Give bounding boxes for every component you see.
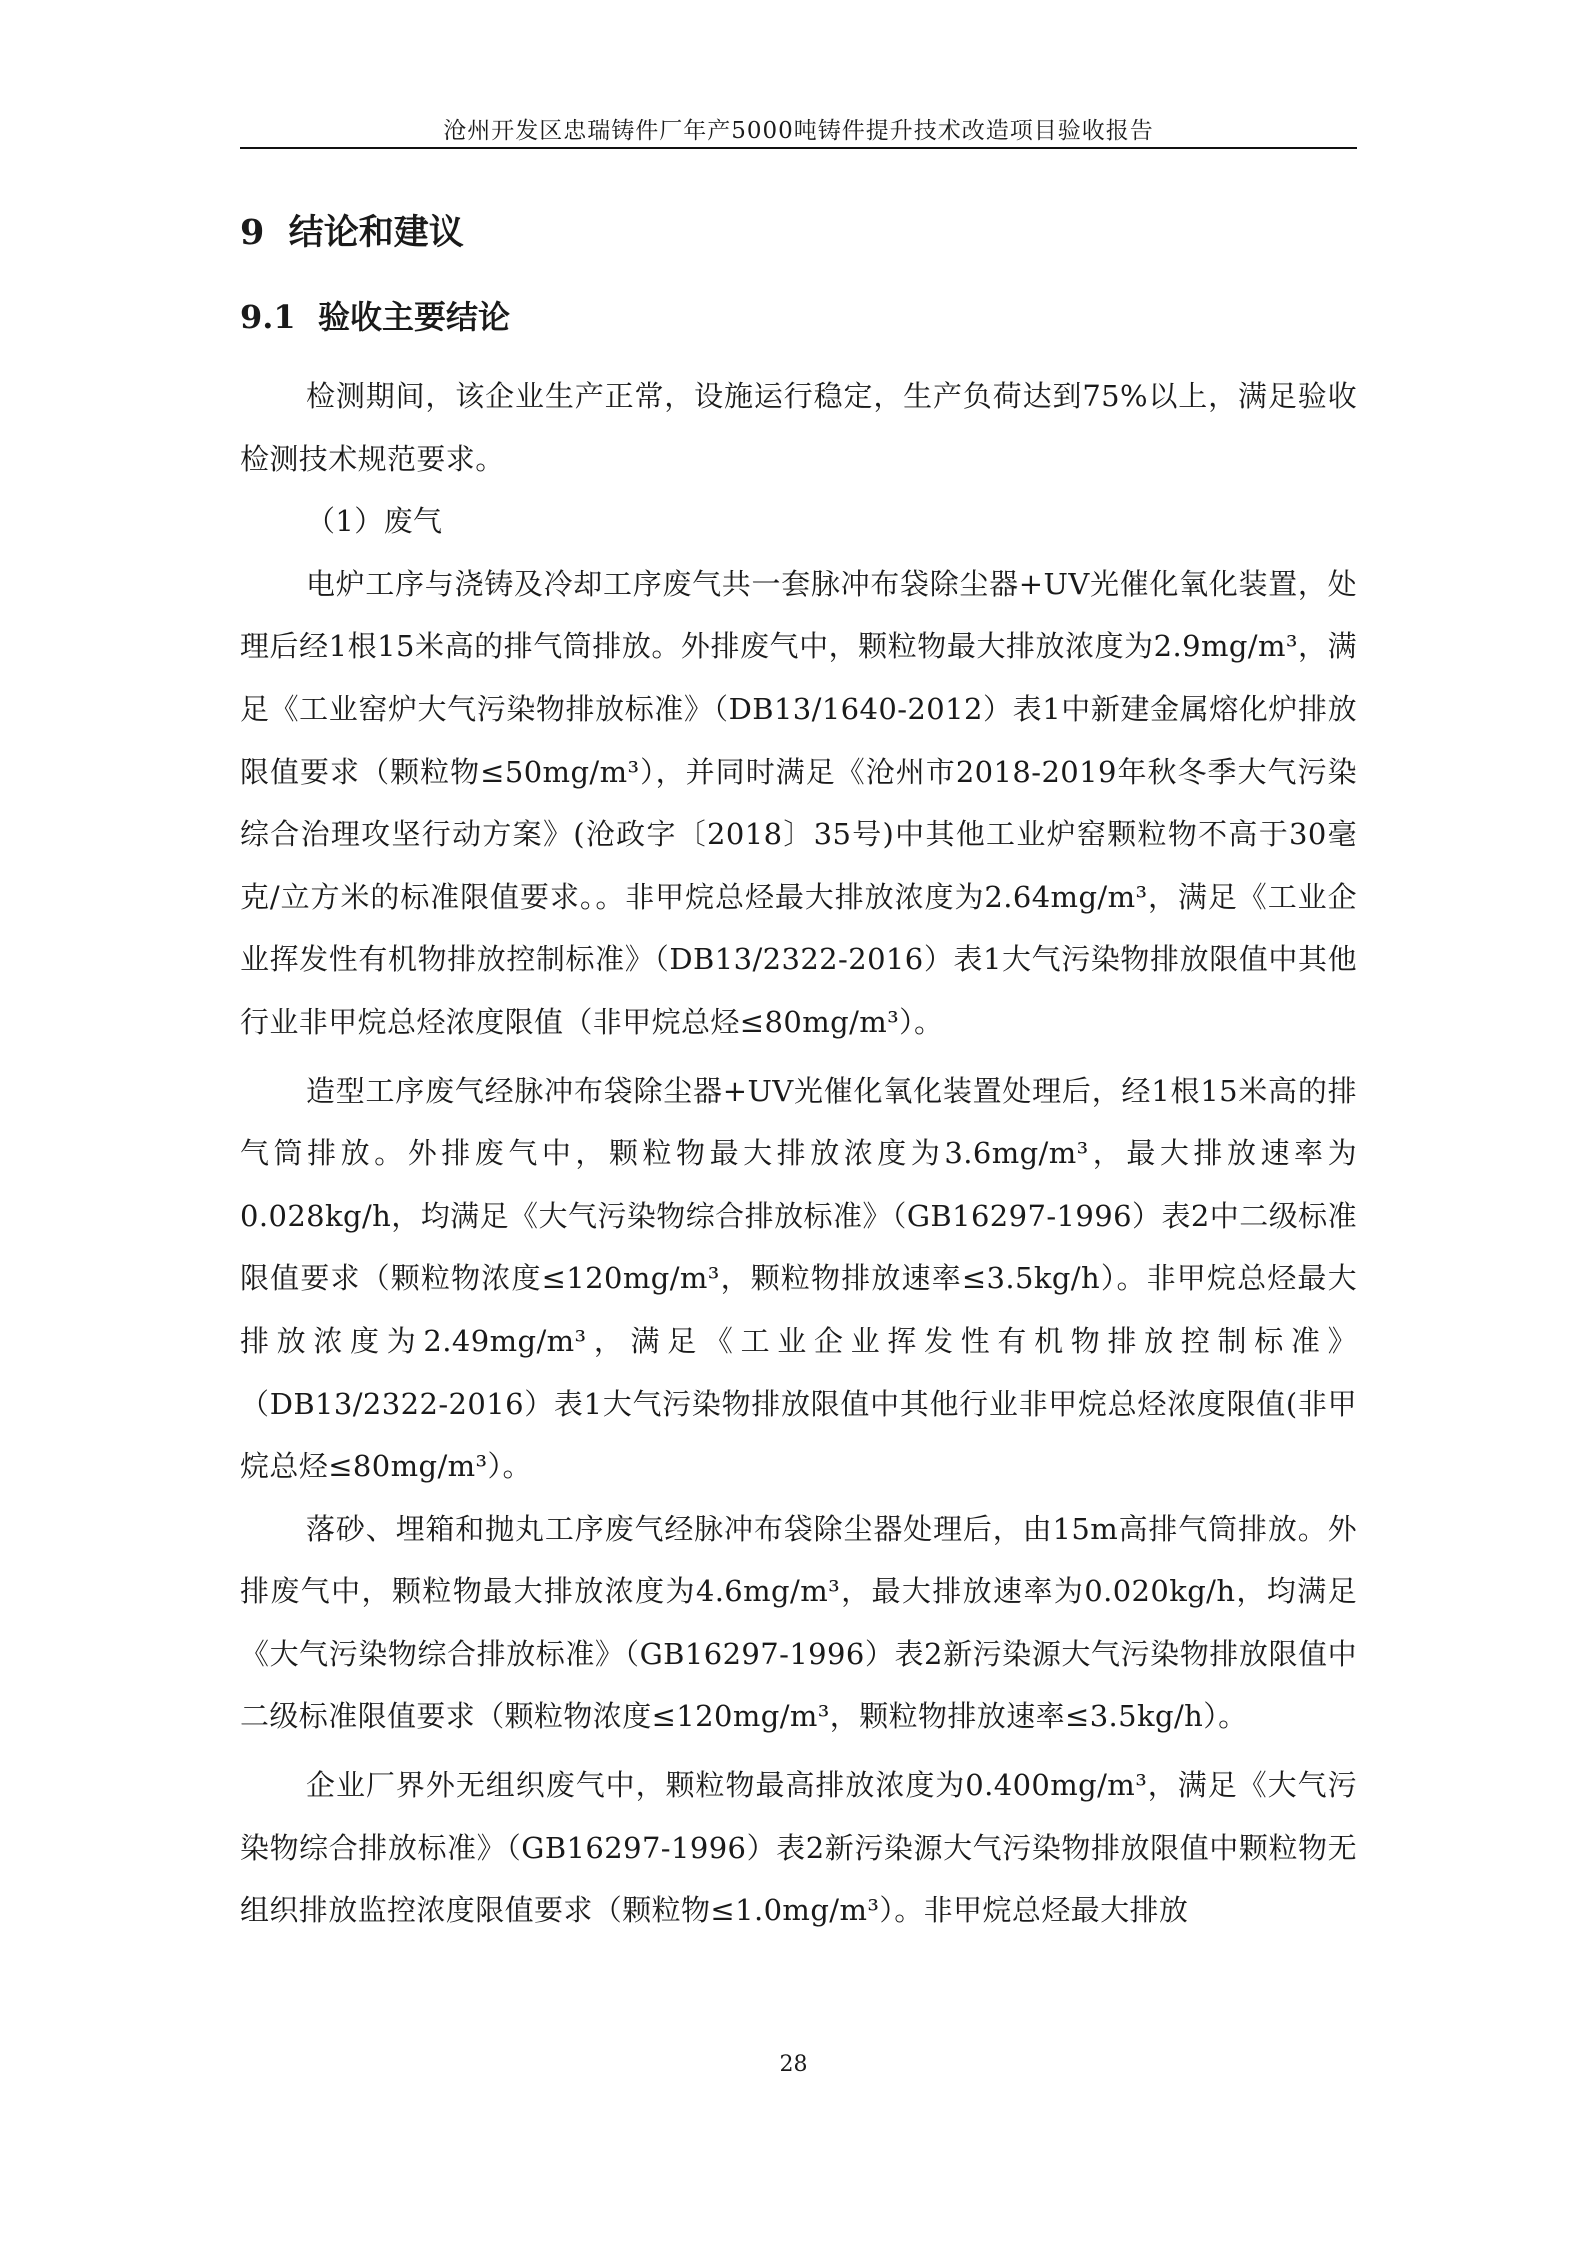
running-header: 沧州开发区忠瑞铸件厂年产5000吨铸件提升技术改造项目验收报告 [443, 118, 1154, 144]
header-rule [240, 147, 1357, 149]
subsection-number: 9.1 [240, 298, 296, 336]
paragraph-molding-exhaust: 造型工序废气经脉冲布袋除尘器+UV光催化氧化装置处理后，经1根15米高的排气筒排放。外排废气中，颗粒物最大排放浓度为3.6mg/m³，最大排放速率为0.028kg/h，均满足《大气污染物综合排放标准》（GB16297-1996）表2中二级标准限值要求（颗粒物浓度≤120mg/m³，颗粒物排放速率≤3.5kg/h）。非甲烷总烃最大排放浓度为2.49mg/m³，满足《工业企业挥发性有机物排放控制标准》（DB13/2322-2016）表1大气污染物排放限值中其他行业非甲烷总烃浓度限值(非甲烷总烃≤80mg/m³）。 [240, 1073, 1357, 1484]
subsection-title: 验收主要结论 [317, 298, 510, 336]
page-number: 28 [779, 2052, 808, 2077]
paragraph-shakeout-exhaust: 落砂、埋箱和抛丸工序废气经脉冲布袋除尘器处理后，由15m高排气筒排放。外排废气中，颗粒物最大排放浓度为4.6mg/m³，最大排放速率为0.020kg/h，均满足《大气污染物综合排放标准》（GB16297-1996）表2新污染源大气污染物排放限值中二级标准限值要求（颗粒物浓度≤120mg/m³，颗粒物排放速率≤3.5kg/h）。 [240, 1511, 1357, 1734]
paragraph-subheading-exhaust: （1）废气 [306, 504, 443, 539]
paragraph-intro: 检测期间，该企业生产正常，设施运行稳定，生产负荷达到75%以上，满足验收检测技术规范要求。 [240, 379, 1357, 476]
paragraph-furnace-exhaust: 电炉工序与浇铸及冷却工序废气共一套脉冲布袋除尘器+UV光催化氧化装置，处理后经1根15米高的排气筒排放。外排废气中，颗粒物最大排放浓度为2.9mg/m³，满足《工业窑炉大气污染物排放标准》（DB13/1640-2012）表1中新建金属熔化炉排放限值要求（颗粒物≤50mg/m³），并同时满足《沧州市2018-2019年秋冬季大气污染综合治理攻坚行动方案》(沧政字〔2018〕35号)中其他工业炉窑颗粒物不高于30毫克/立方米的标准限值要求。。非甲烷总烃最大排放浓度为2.64mg/m³，满足《工业企业挥发性有机物排放控制标准》（DB13/2322-2016）表1大气污染物排放限值中其他行业非甲烷总烃浓度限值（非甲烷总烃≤80mg/m³）。 [240, 566, 1357, 1039]
section-number: 9 [240, 212, 265, 253]
section-heading [240, 205, 1357, 261]
page-body [240, 205, 1357, 1942]
paragraph-fugitive-exhaust: 企业厂界外无组织废气中，颗粒物最高排放浓度为0.400mg/m³，满足《大气污染物综合排放标准》（GB16297-1996）表2新污染源大气污染物排放限值中颗粒物无组织排放监控浓度限值要求（颗粒物≤1.0mg/m³）。非甲烷总烃最大排放 [240, 1768, 1357, 1928]
subsection-heading [240, 291, 1357, 343]
section-title: 结论和建议 [288, 212, 464, 253]
